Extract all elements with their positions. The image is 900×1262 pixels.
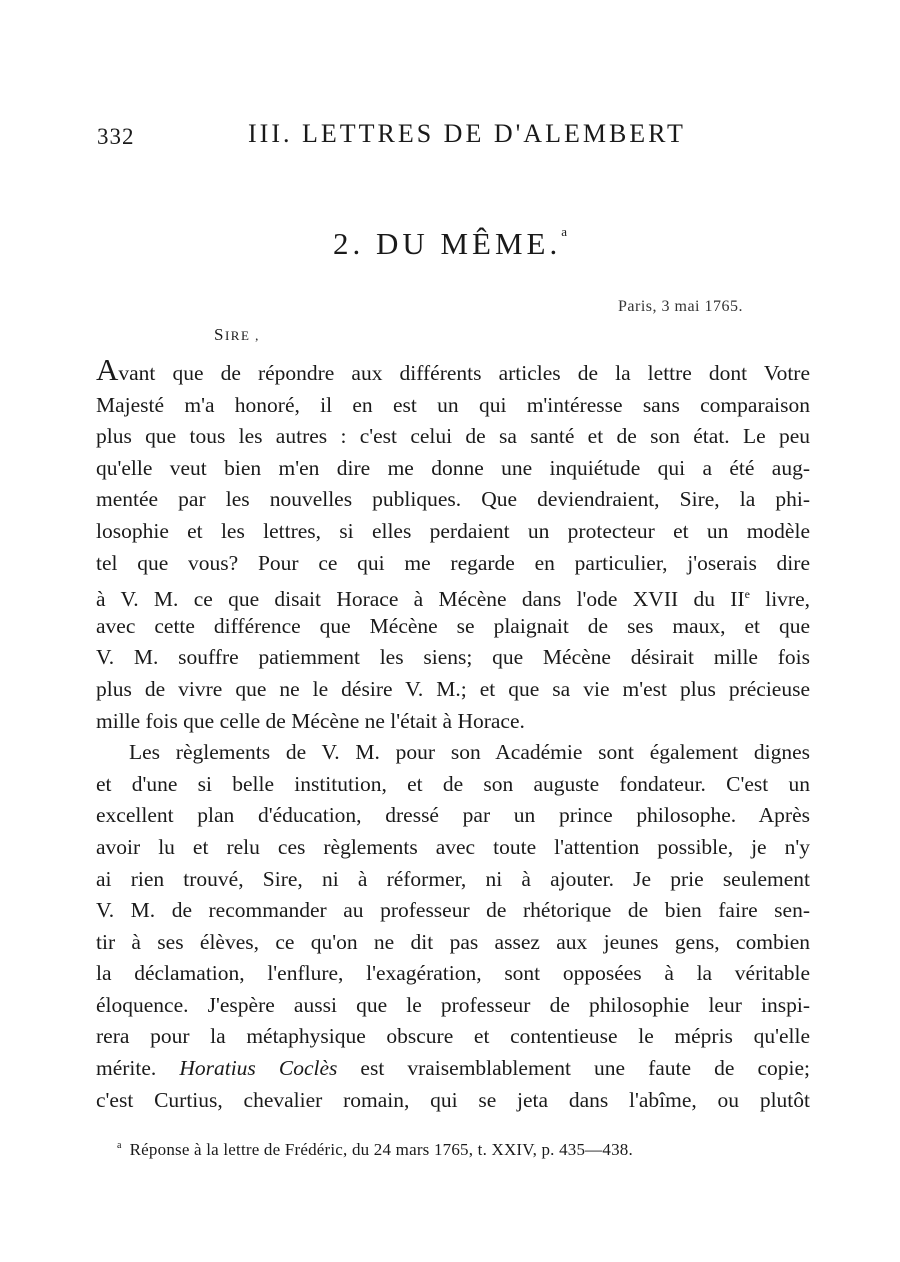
body-line: la déclamation, l'enflure, l'exagération, sont opposées à la véritable [96,961,810,986]
body-line: mentée par les nouvelles publiques. Que deviendraient, Sire, la phi- [96,487,810,512]
body-line: éloquence. J'espère aussi que le professeur de philosophie leur inspi- [96,992,810,1017]
letter-title-text: 2. DU MÊME. [332,226,562,261]
dateline: Paris, 3 mai 1765. [618,298,743,315]
letter-body [96,352,811,1116]
body-line [96,579,810,611]
body-line: plus que tous les autres : c'est celui de sa santé et de son état. Le peu [96,424,810,449]
body-line: avoir lu et relu ces règlements avec toute l'attention possible, je n'y [96,834,810,859]
salutation [214,325,260,345]
ordinal-superscript: e [744,587,750,602]
body-line-text: mérite. [96,1056,180,1081]
footnote-text: Réponse à la lettre de Frédéric, du 24 mars 1765, t. XXIV, p. 435—438. [129,1140,633,1159]
italic-name: Horatius Coclès [179,1056,338,1081]
body-line [96,1053,810,1085]
salutation-smallcaps: IRE , [224,328,260,343]
footnote-marker: a [117,1140,122,1151]
body-line: losophie et les lettres, si elles perdaient un protecteur et un modèle [96,518,810,543]
body-line-text-end: est vraisemblablement une faute de copie; [337,1056,810,1081]
body-line: V. M. souffre patiemment les siens; que Mécène désirait mille fois [96,645,810,670]
salutation-initial: S [214,325,225,344]
body-line: tir à ses élèves, ce qu'on ne dit pas assez aux jeunes gens, combien [96,929,810,954]
body-line: mille fois que celle de Mécène ne l'était à Horace. [96,708,525,733]
body-line: V. M. de recommander au professeur de rhétorique de bien faire sen- [96,898,810,923]
body-line: avec cette différence que Mécène se plaignait de ses maux, et que [96,613,810,638]
body-line: plus de vivre que ne le désire V. M.; et que sa vie m'est plus précieuse [96,676,810,701]
body-line: ai rien trouvé, Sire, ni à réformer, ni à ajouter. Je prie seulement [96,866,810,891]
body-line: Majesté m'a honoré, il en est un qui m'intéresse sans comparaison [96,392,810,417]
title-note-marker: a [561,224,568,239]
body-line: et d'une si belle institution, et de son auguste fondateur. C'est un [96,771,810,796]
body-line: rera pour la métaphysique obscure et contentieuse le mépris qu'elle [96,1024,810,1049]
body-line: c'est Curtius, chevalier romain, qui se jeta dans l'abîme, ou plutôt [96,1087,810,1112]
body-line: Les règlements de V. M. pour son Académie sont également dignes [129,740,810,765]
body-line [96,352,810,390]
body-line-text: à V. M. ce que disait Horace à Mécène dans l'ode XVII du II [96,587,745,612]
drop-cap: A [96,352,119,387]
body-line-text: vant que de répondre aux différents articles de la lettre dont Votre [118,361,810,385]
body-line: qu'elle veut bien m'en dire me donne une inquiétude qui a été aug- [96,455,810,480]
body-line: tel que vous? Pour ce qui me regarde en particulier, j'oserais dire [96,550,810,575]
running-head: III. LETTRES DE D'ALEMBERT [248,119,686,148]
footnote [117,1140,633,1160]
letter-title [0,226,900,262]
body-line: excellent plan d'éducation, dressé par un prince philosophe. Après [96,803,810,828]
page-number: 332 [97,124,135,149]
body-line-text-end: livre, [749,587,811,612]
